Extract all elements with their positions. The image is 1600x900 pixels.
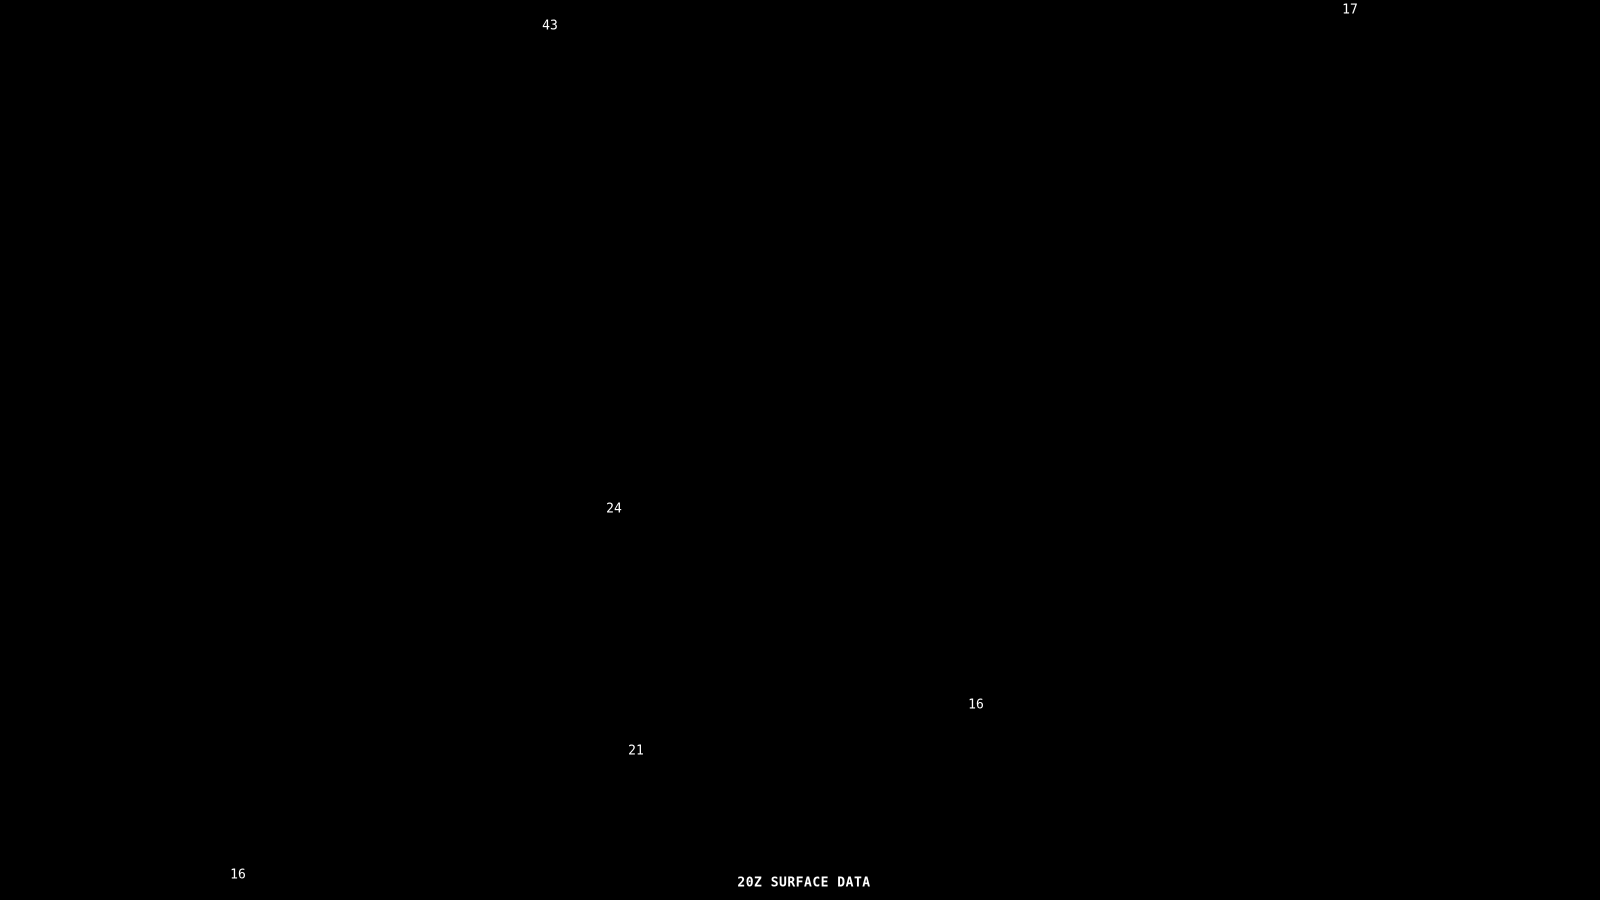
station-value: 21 <box>628 743 644 759</box>
plot-title: 20Z SURFACE DATA <box>737 875 871 891</box>
station-value: 16 <box>230 867 246 883</box>
station-value: 16 <box>968 697 984 713</box>
station-value: 17 <box>1342 2 1358 18</box>
station-value: 43 <box>542 18 558 34</box>
station-value: 24 <box>606 501 622 517</box>
